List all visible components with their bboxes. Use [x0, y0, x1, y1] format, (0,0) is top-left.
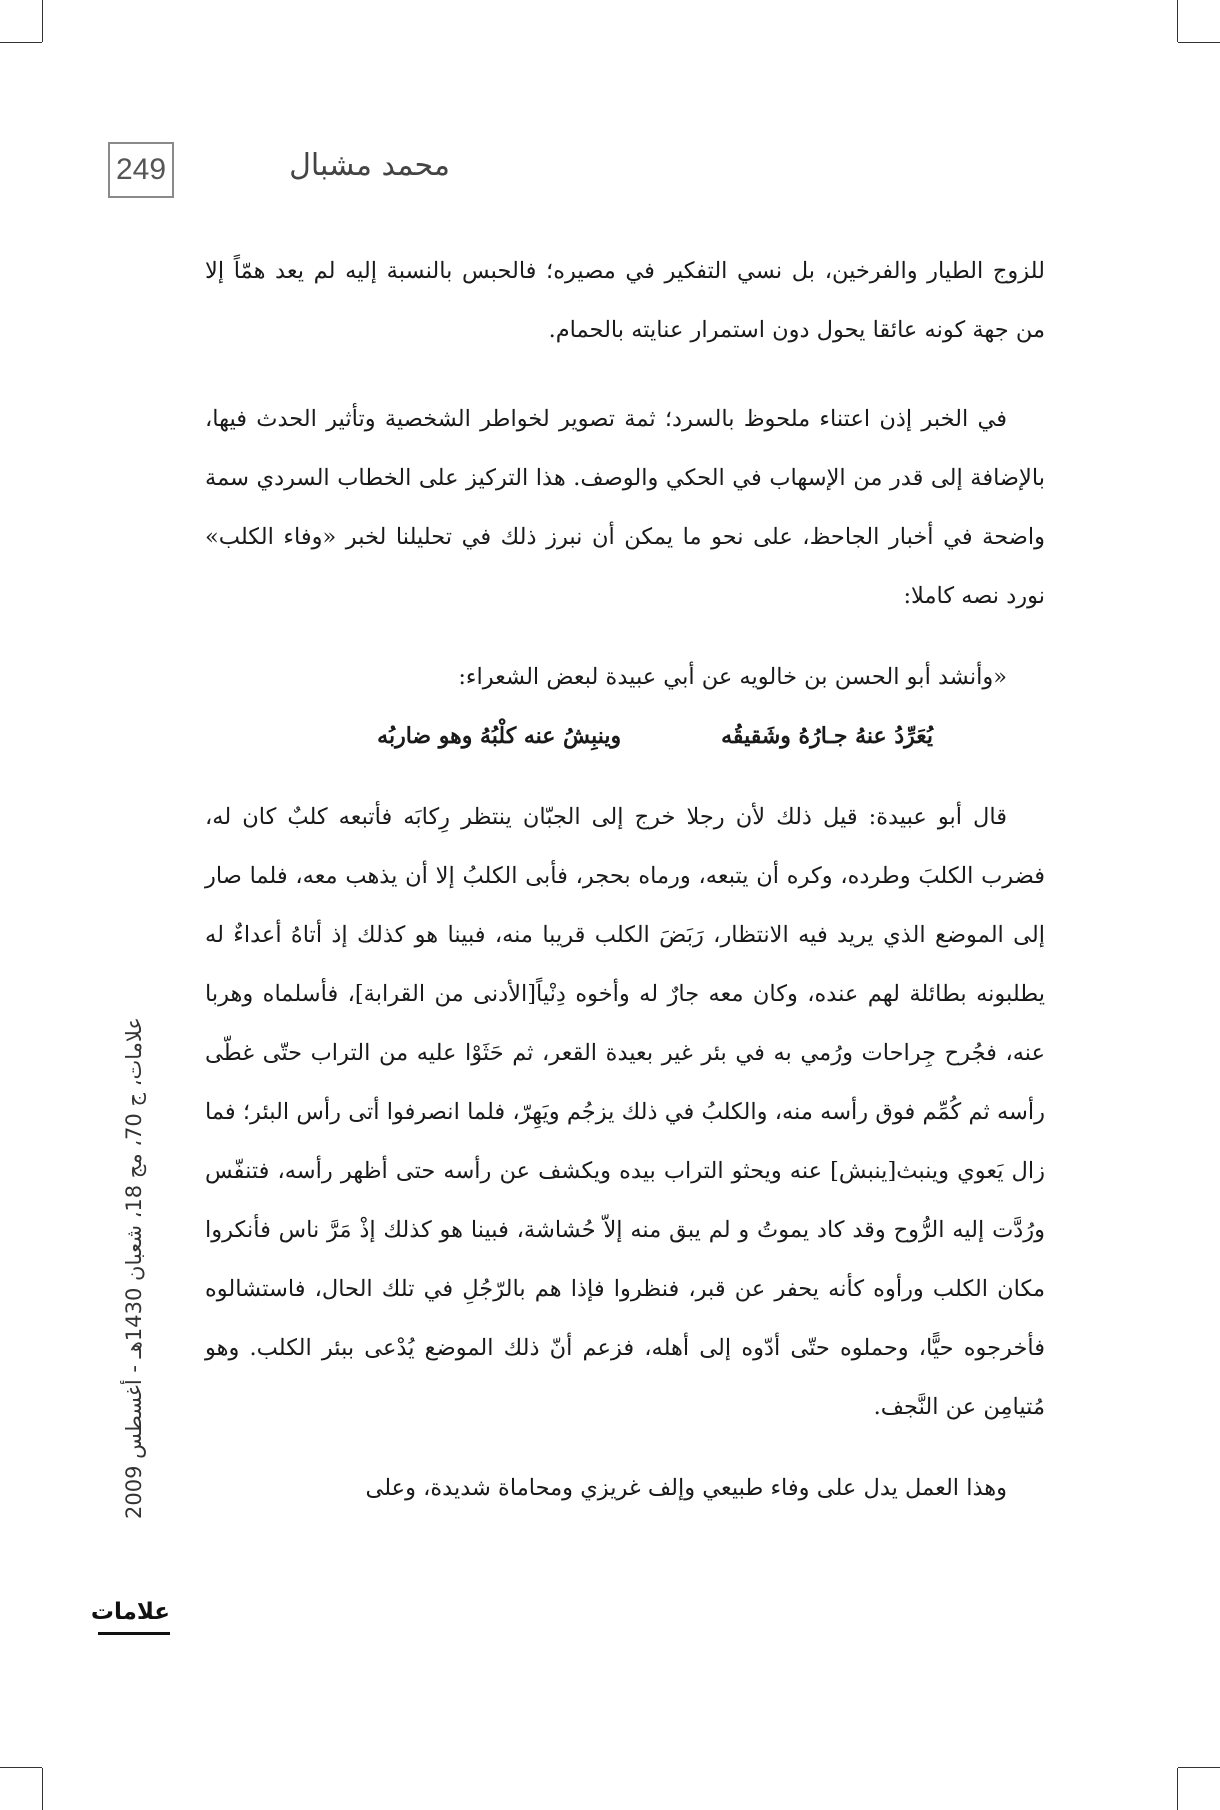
- crop-mark: [0, 1767, 42, 1768]
- paragraph: وهذا العمل يدل على وفاء طبيعي وإلف غريزي ومحاماة شديدة، وعلى: [365, 1475, 1007, 1501]
- crop-mark: [1178, 42, 1220, 43]
- verse-hemistich-first: يُعَرِّدُ عنهُ جـارُهُ وشَقيقُه: [721, 723, 933, 749]
- article-body: [205, 242, 1045, 1518]
- crop-mark: [1177, 0, 1178, 42]
- journal-issue-text: علامات، ج 70، مج 18، شعبان 1430هـ - أغسطس 2009: [122, 1017, 146, 1519]
- crop-mark: [1178, 1767, 1220, 1768]
- verse-hemistich-second: وينبِشُ عنه كلْبُهُ وهو ضاربُه: [377, 723, 622, 749]
- quote-intro: «وأنشد أبو الحسن بن خالويه عن أبي عبيدة لبعض الشعراء:: [458, 664, 1007, 690]
- journal-logo: علامات: [98, 1596, 170, 1635]
- crop-mark: [42, 0, 43, 42]
- crop-mark: [42, 1768, 43, 1810]
- crop-mark: [1177, 1768, 1178, 1810]
- paragraph: للزوج الطيار والفرخين، بل نسي التفكير في مصيره؛ فالحبس بالنسبة إليه لم يعد همّاً إلا من جهة كونه عائقا يحول دون استمرار عنايته بالحمام.: [205, 258, 1045, 343]
- poem-verse: [205, 707, 1045, 766]
- journal-issue-info: [112, 958, 156, 1578]
- page-number: 249: [108, 142, 174, 198]
- paragraph: في الخبر إذن اعتناء ملحوظ بالسرد؛ ثمة تصوير لخواطر الشخصية وتأثير الحدث فيها، بالإضافة إلى قدر من الإسهاب في الحكي والوصف. هذا التركيز على الخطاب السردي سمة واضحة في أخبار الجاحظ، على نحو ما يمكن أن نبرز ذلك في تحليلنا لخبر «وفاء الكلب» نورد نصه كاملا:: [205, 406, 1045, 609]
- crop-mark: [0, 42, 42, 43]
- running-head-author: محمد مشبال: [289, 148, 450, 183]
- paragraph: قال أبو عبيدة: قيل ذلك لأن رجلا خرج إلى الجبّان ينتظر رِكابَه فأتبعه كلبٌ كان له، فضرب الكلبَ وطرده، وكره أن يتبعه، ورماه بحجر، فأبى الكلبُ إلا أن يذهب معه، فلما صار إلى الموضع الذي يريد فيه الانتظار، رَبَضَ الكلب قريبا منه، فبينا هو كذلك إذ أتاهُ أعداءٌ له يطلبونه بطائلة لهم عنده، وكان معه جارٌ له وأخوه دِنْياً[الأدنى من القرابة]، فأسلماه وهربا عنه، فجُرح جِراحات ورُمي به في بئر غير بعيدة القعر، ثم حَثَوْا عليه من التراب حتّى غطّى رأسه ثم كُمِّم فوق رأسه منه، والكلبُ في ذلك يزجُم ويَهِرّ، فلما انصرفوا أتى رأس البئر؛ فما زال يَعوي وينبث[ينبش] عنه ويحثو التراب بيده ويكشف عن رأسه حتى أظهر رأسه، فتنفّس ورُدَّت إليه الرُّوح وقد كاد يموتُ و لم يبق منه إلاّ حُشاشة، فبينا هو كذلك إذْ مَرَّ ناس فأنكروا مكان الكلب ورأوه كأنه يحفر عن قبر، فنظروا فإذا هم بالرّجُلِ في تلك الحال، فاستشالوه فأخرجوه حيًّا، وحملوه حتّى أدّوه إلى أهله، فزعم أنّ ذلك الموضع يُدْعى ببئر الكلب. وهو مُتيامِن عن النَّجف.: [205, 804, 1045, 1420]
